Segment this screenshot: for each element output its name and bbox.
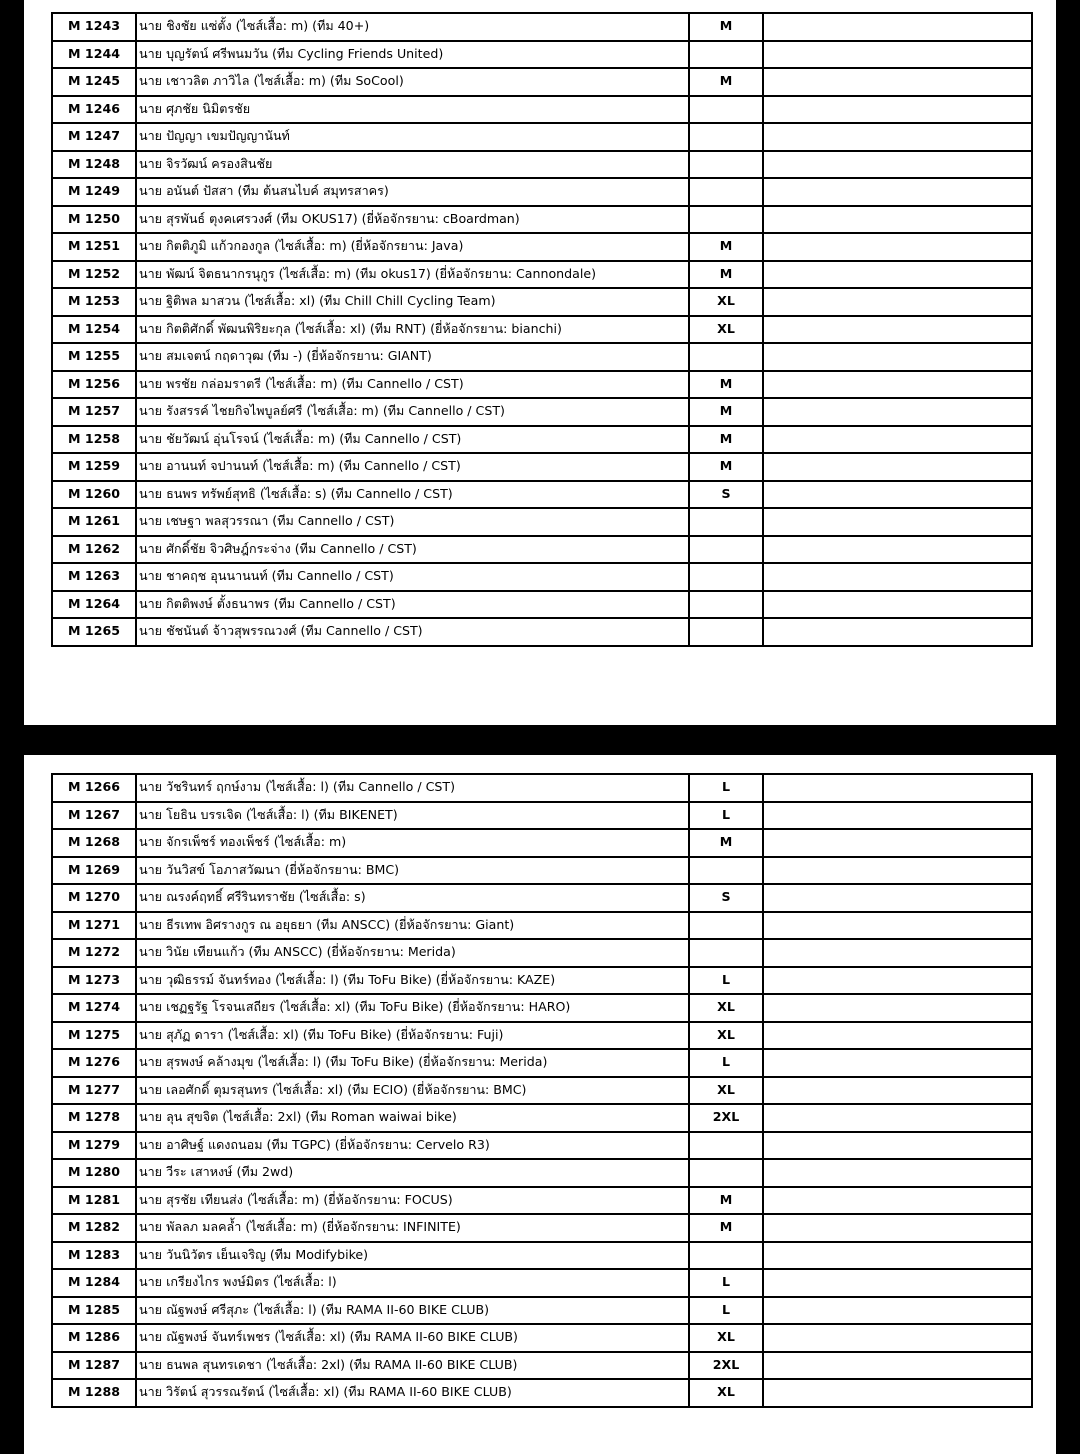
table-row — [52, 1324, 1032, 1352]
table-row — [52, 1269, 1032, 1297]
note-cell — [763, 316, 1032, 344]
table-row — [52, 591, 1032, 619]
rider-name-cell: นาย เชาวลิต ภาวิไล (ไซส์เสื้อ: m) (ทีม SoCool) — [136, 68, 689, 96]
table-row — [52, 1242, 1032, 1270]
note-cell — [763, 536, 1032, 564]
rider-name-cell: นาย ศุภชัย นิมิตรชัย — [136, 96, 689, 124]
note-cell — [763, 1242, 1032, 1270]
shirt-size-cell — [689, 178, 763, 206]
rider-id-cell: M 1260 — [52, 481, 136, 509]
shirt-size-cell: M — [689, 68, 763, 96]
rider-name-cell: นาย กิตติศักดิ์ พัฒนพิริยะกุล (ไซส์เสื้อ: xl) (ทีม RNT) (ยี่ห้อจักรยาน: bianchi) — [136, 316, 689, 344]
shirt-size-cell — [689, 343, 763, 371]
shirt-size-cell: L — [689, 802, 763, 830]
note-cell — [763, 618, 1032, 646]
note-cell — [763, 1022, 1032, 1050]
note-cell — [763, 1077, 1032, 1105]
table-row — [52, 508, 1032, 536]
shirt-size-cell — [689, 912, 763, 940]
table-row — [52, 1187, 1032, 1215]
shirt-size-cell — [689, 536, 763, 564]
table-row — [52, 994, 1032, 1022]
rider-id-cell: M 1281 — [52, 1187, 136, 1215]
rider-name-cell: นาย จิรวัฒน์ ครองสินชัย — [136, 151, 689, 179]
rider-id-cell: M 1285 — [52, 1297, 136, 1325]
note-cell — [763, 453, 1032, 481]
rider-id-cell: M 1256 — [52, 371, 136, 399]
rider-id-cell: M 1258 — [52, 426, 136, 454]
rider-name-cell: นาย สุรพันธ์ ตุงคเศรวงศ์ (ทีม OKUS17) (ยี่ห้อจักรยาน: cBoardman) — [136, 206, 689, 234]
rider-name-cell: นาย กิตติพงษ์ ตั้งธนาพร (ทีม Cannello / CST) — [136, 591, 689, 619]
shirt-size-cell: M — [689, 426, 763, 454]
shirt-size-cell — [689, 151, 763, 179]
table-row — [52, 371, 1032, 399]
note-cell — [763, 426, 1032, 454]
rider-id-cell: M 1269 — [52, 857, 136, 885]
note-cell — [763, 884, 1032, 912]
note-cell — [763, 1352, 1032, 1380]
rider-name-cell: นาย พัลลภ มลคล้ำ (ไซส์เสื้อ: m) (ยี่ห้อจักรยาน: INFINITE) — [136, 1214, 689, 1242]
rider-id-cell: M 1279 — [52, 1132, 136, 1160]
table-row — [52, 1022, 1032, 1050]
rider-name-cell: นาย จักรเพ็ชร์ ทองเพ็ชร์ (ไซส์เสื้อ: m) — [136, 829, 689, 857]
rider-id-cell: M 1267 — [52, 802, 136, 830]
rider-name-cell: นาย สุรชัย เทียนส่ง (ไซส์เสื้อ: m) (ยี่ห้อจักรยาน: FOCUS) — [136, 1187, 689, 1215]
rider-id-cell: M 1265 — [52, 618, 136, 646]
rider-name-cell: นาย วัชรินทร์ ฤกษ์งาม (ไซส์เสื้อ: l) (ทีม Cannello / CST) — [136, 774, 689, 802]
shirt-size-cell — [689, 96, 763, 124]
shirt-size-cell: M — [689, 233, 763, 261]
shirt-size-cell: XL — [689, 316, 763, 344]
rider-id-cell: M 1246 — [52, 96, 136, 124]
shirt-size-cell — [689, 123, 763, 151]
rider-name-cell: นาย วินัย เทียนแก้ว (ทีม ANSCC) (ยี่ห้อจักรยาน: Merida) — [136, 939, 689, 967]
rider-id-cell: M 1275 — [52, 1022, 136, 1050]
rider-name-cell: นาย วุฒิธรรม์ จันทร์ทอง (ไซส์เสื้อ: l) (ทีม ToFu Bike) (ยี่ห้อจักรยาน: KAZE) — [136, 967, 689, 995]
rider-id-cell: M 1250 — [52, 206, 136, 234]
shirt-size-cell: L — [689, 967, 763, 995]
table-row — [52, 802, 1032, 830]
rider-name-cell: นาย ชาคฤช อุนนานนท์ (ทีม Cannello / CST) — [136, 563, 689, 591]
note-cell — [763, 398, 1032, 426]
rider-name-cell: นาย อานนท์ จปานนท์ (ไซส์เสื้อ: m) (ทีม Cannello / CST) — [136, 453, 689, 481]
table-row — [52, 68, 1032, 96]
rider-id-cell: M 1283 — [52, 1242, 136, 1270]
table-row — [52, 967, 1032, 995]
table-row — [52, 1297, 1032, 1325]
rider-name-cell: นาย อาศิษฐ์ แดงถนอม (ทีม TGPC) (ยี่ห้อจักรยาน: Cervelo R3) — [136, 1132, 689, 1160]
table-row — [52, 1379, 1032, 1407]
rider-id-cell: M 1280 — [52, 1159, 136, 1187]
table-row — [52, 939, 1032, 967]
rider-id-cell: M 1261 — [52, 508, 136, 536]
rider-name-cell: นาย กิตติภูมิ แก้วกองกูล (ไซส์เสื้อ: m) (ยี่ห้อจักรยาน: Java) — [136, 233, 689, 261]
note-cell — [763, 123, 1032, 151]
note-cell — [763, 1269, 1032, 1297]
shirt-size-cell: M — [689, 1187, 763, 1215]
shirt-size-cell: 2XL — [689, 1352, 763, 1380]
rider-id-cell: M 1266 — [52, 774, 136, 802]
note-cell — [763, 68, 1032, 96]
note-cell — [763, 371, 1032, 399]
note-cell — [763, 343, 1032, 371]
table-row — [52, 1077, 1032, 1105]
roster-table-2 — [51, 773, 1033, 1408]
rider-name-cell: นาย ณรงค์ฤทธิ์ ศรีรินทราชัย (ไซส์เสื้อ: s) — [136, 884, 689, 912]
note-cell — [763, 1379, 1032, 1407]
rider-id-cell: M 1262 — [52, 536, 136, 564]
note-cell — [763, 1297, 1032, 1325]
rider-name-cell: นาย ปัญญา เขมปัญญานันท์ — [136, 123, 689, 151]
table-row — [52, 857, 1032, 885]
note-cell — [763, 508, 1032, 536]
shirt-size-cell: L — [689, 1297, 763, 1325]
note-cell — [763, 591, 1032, 619]
shirt-size-cell — [689, 618, 763, 646]
note-cell — [763, 1214, 1032, 1242]
rider-name-cell: นาย สุภัฏ ดารา (ไซส์เสื้อ: xl) (ทีม ToFu Bike) (ยี่ห้อจักรยาน: Fuji) — [136, 1022, 689, 1050]
note-cell — [763, 206, 1032, 234]
shirt-size-cell: XL — [689, 1077, 763, 1105]
rider-name-cell: นาย บุญรัตน์ ศรีพนมวัน (ทีม Cycling Friends United) — [136, 41, 689, 69]
rider-name-cell: นาย พัฒน์ จิตธนากรนุกูร (ไซส์เสื้อ: m) (ทีม okus17) (ยี่ห้อจักรยาน: Cannondale) — [136, 261, 689, 289]
table-row — [52, 41, 1032, 69]
note-cell — [763, 967, 1032, 995]
rider-name-cell: นาย ธนพล สุนทรเดชา (ไซส์เสื้อ: 2xl) (ทีม RAMA II-60 BIKE CLUB) — [136, 1352, 689, 1380]
note-cell — [763, 939, 1032, 967]
shirt-size-cell — [689, 1242, 763, 1270]
rider-name-cell: นาย ธนพร ทรัพย์สุทธิ (ไซส์เสื้อ: s) (ทีม Cannello / CST) — [136, 481, 689, 509]
rider-id-cell: M 1273 — [52, 967, 136, 995]
rider-id-cell: M 1243 — [52, 13, 136, 41]
note-cell — [763, 151, 1032, 179]
table-row — [52, 618, 1032, 646]
shirt-size-cell — [689, 591, 763, 619]
rider-id-cell: M 1270 — [52, 884, 136, 912]
rider-id-cell: M 1257 — [52, 398, 136, 426]
shirt-size-cell: M — [689, 371, 763, 399]
rider-id-cell: M 1274 — [52, 994, 136, 1022]
note-cell — [763, 1324, 1032, 1352]
note-cell — [763, 233, 1032, 261]
shirt-size-cell: M — [689, 829, 763, 857]
table-row — [52, 1214, 1032, 1242]
roster-table-body — [52, 13, 1032, 646]
shirt-size-cell: XL — [689, 288, 763, 316]
note-cell — [763, 178, 1032, 206]
rider-id-cell: M 1251 — [52, 233, 136, 261]
shirt-size-cell — [689, 857, 763, 885]
rider-id-cell: M 1248 — [52, 151, 136, 179]
table-row — [52, 206, 1032, 234]
table-row — [52, 563, 1032, 591]
table-row — [52, 1049, 1032, 1077]
shirt-size-cell — [689, 1132, 763, 1160]
table-row — [52, 233, 1032, 261]
rider-name-cell: นาย สุรพงษ์ คล้างมุข (ไซส์เสื้อ: l) (ทีม ToFu Bike) (ยี่ห้อจักรยาน: Merida) — [136, 1049, 689, 1077]
shirt-size-cell: M — [689, 398, 763, 426]
roster-table-1 — [51, 12, 1033, 647]
rider-name-cell: นาย ณัฐพงษ์ ศรีสุภะ (ไซส์เสื้อ: l) (ทีม RAMA II-60 BIKE CLUB) — [136, 1297, 689, 1325]
rider-name-cell: นาย วันนิวัตร เย็นเจริญ (ทีม Modifybike) — [136, 1242, 689, 1270]
document-page-2 — [24, 755, 1056, 1454]
shirt-size-cell — [689, 939, 763, 967]
rider-id-cell: M 1272 — [52, 939, 136, 967]
note-cell — [763, 1132, 1032, 1160]
rider-id-cell: M 1249 — [52, 178, 136, 206]
rider-name-cell: นาย อนันต์ ปัสสา (ทีม ต้นสนไบค์ สมุทรสาคร) — [136, 178, 689, 206]
rider-name-cell: นาย วีระ เสาหงษ์ (ทีม 2wd) — [136, 1159, 689, 1187]
rider-name-cell: นาย วิรัตน์ สุวรรณรัตน์ (ไซส์เสื้อ: xl) (ทีม RAMA II-60 BIKE CLUB) — [136, 1379, 689, 1407]
rider-name-cell: นาย โยธิน บรรเจิด (ไซส์เสื้อ: l) (ทีม BIKENET) — [136, 802, 689, 830]
rider-name-cell: นาย ฐิติพล มาสวน (ไซส์เสื้อ: xl) (ทีม Chill Chill Cycling Team) — [136, 288, 689, 316]
table-row — [52, 178, 1032, 206]
shirt-size-cell: S — [689, 884, 763, 912]
table-row — [52, 426, 1032, 454]
note-cell — [763, 1159, 1032, 1187]
note-cell — [763, 857, 1032, 885]
shirt-size-cell — [689, 1159, 763, 1187]
document-page-1 — [24, 0, 1056, 725]
shirt-size-cell: S — [689, 481, 763, 509]
table-row — [52, 1104, 1032, 1132]
rider-name-cell: นาย ชิงชัย แซ่ตั้ง (ไซส์เสื้อ: m) (ทีม 40+) — [136, 13, 689, 41]
table-row — [52, 96, 1032, 124]
rider-name-cell: นาย เกรียงไกร พงษ์มิตร (ไซส์เสื้อ: l) — [136, 1269, 689, 1297]
rider-id-cell: M 1253 — [52, 288, 136, 316]
rider-id-cell: M 1268 — [52, 829, 136, 857]
note-cell — [763, 912, 1032, 940]
shirt-size-cell: XL — [689, 1324, 763, 1352]
note-cell — [763, 1104, 1032, 1132]
rider-name-cell: นาย พรชัย กล่อมราตรี (ไซส์เสื้อ: m) (ทีม Cannello / CST) — [136, 371, 689, 399]
rider-id-cell: M 1284 — [52, 1269, 136, 1297]
rider-id-cell: M 1252 — [52, 261, 136, 289]
rider-id-cell: M 1277 — [52, 1077, 136, 1105]
rider-id-cell: M 1271 — [52, 912, 136, 940]
note-cell — [763, 481, 1032, 509]
table-row — [52, 151, 1032, 179]
table-row — [52, 884, 1032, 912]
shirt-size-cell: M — [689, 453, 763, 481]
roster-table-body — [52, 774, 1032, 1407]
table-row — [52, 829, 1032, 857]
table-row — [52, 343, 1032, 371]
shirt-size-cell: M — [689, 13, 763, 41]
shirt-size-cell: M — [689, 261, 763, 289]
rider-name-cell: นาย ชัยวัฒน์ อุ่นโรจน์ (ไซส์เสื้อ: m) (ทีม Cannello / CST) — [136, 426, 689, 454]
note-cell — [763, 261, 1032, 289]
rider-name-cell: นาย ลุน สุขจิต (ไซส์เสื้อ: 2xl) (ทีม Roman waiwai bike) — [136, 1104, 689, 1132]
shirt-size-cell: 2XL — [689, 1104, 763, 1132]
shirt-size-cell — [689, 508, 763, 536]
table-row — [52, 123, 1032, 151]
note-cell — [763, 1187, 1032, 1215]
note-cell — [763, 41, 1032, 69]
rider-id-cell: M 1263 — [52, 563, 136, 591]
rider-id-cell: M 1278 — [52, 1104, 136, 1132]
note-cell — [763, 288, 1032, 316]
table-row — [52, 1352, 1032, 1380]
note-cell — [763, 829, 1032, 857]
note-cell — [763, 802, 1032, 830]
rider-id-cell: M 1276 — [52, 1049, 136, 1077]
rider-name-cell: นาย รังสรรค์ ไชยกิจไพบูลย์ศรี (ไซส์เสื้อ: m) (ทีม Cannello / CST) — [136, 398, 689, 426]
table-row — [52, 481, 1032, 509]
shirt-size-cell — [689, 206, 763, 234]
table-row — [52, 288, 1032, 316]
rider-name-cell: นาย เชษฐา พลสุวรรณา (ทีม Cannello / CST) — [136, 508, 689, 536]
rider-name-cell: นาย ศักดิ์ชัย จิวศิษฎ์กระจ่าง (ทีม Cannello / CST) — [136, 536, 689, 564]
rider-id-cell: M 1282 — [52, 1214, 136, 1242]
rider-id-cell: M 1259 — [52, 453, 136, 481]
shirt-size-cell — [689, 41, 763, 69]
shirt-size-cell: L — [689, 1049, 763, 1077]
shirt-size-cell: L — [689, 774, 763, 802]
rider-name-cell: นาย สมเจตน์ กฤดาวุฒ (ทีม -) (ยี่ห้อจักรยาน: GIANT) — [136, 343, 689, 371]
rider-id-cell: M 1287 — [52, 1352, 136, 1380]
table-row — [52, 774, 1032, 802]
table-row — [52, 1159, 1032, 1187]
rider-id-cell: M 1245 — [52, 68, 136, 96]
note-cell — [763, 563, 1032, 591]
table-row — [52, 453, 1032, 481]
rider-name-cell: นาย วันวิสข์ โอภาสวัฒนา (ยี่ห้อจักรยาน: BMC) — [136, 857, 689, 885]
rider-id-cell: M 1254 — [52, 316, 136, 344]
note-cell — [763, 96, 1032, 124]
table-row — [52, 1132, 1032, 1160]
rider-name-cell: นาย เชฏฐรัฐ โรจนเสถียร (ไซส์เสื้อ: xl) (ทีม ToFu Bike) (ยี่ห้อจักรยาน: HARO) — [136, 994, 689, 1022]
rider-name-cell: นาย ธีรเทพ อิศรางกูร ณ อยุธยา (ทีม ANSCC) (ยี่ห้อจักรยาน: Giant) — [136, 912, 689, 940]
table-row — [52, 261, 1032, 289]
shirt-size-cell: XL — [689, 1022, 763, 1050]
rider-id-cell: M 1247 — [52, 123, 136, 151]
note-cell — [763, 994, 1032, 1022]
note-cell — [763, 1049, 1032, 1077]
note-cell — [763, 774, 1032, 802]
shirt-size-cell: M — [689, 1214, 763, 1242]
shirt-size-cell — [689, 563, 763, 591]
rider-id-cell: M 1288 — [52, 1379, 136, 1407]
rider-id-cell: M 1264 — [52, 591, 136, 619]
table-row — [52, 316, 1032, 344]
table-row — [52, 912, 1032, 940]
rider-name-cell: นาย ชัชนันต์ จ้าวสุพรรณวงศ์ (ทีม Cannello / CST) — [136, 618, 689, 646]
rider-name-cell: นาย เลอศักดิ์ ตุมรสุนทร (ไซส์เสื้อ: xl) (ทีม ECIO) (ยี่ห้อจักรยาน: BMC) — [136, 1077, 689, 1105]
rider-id-cell: M 1255 — [52, 343, 136, 371]
table-row — [52, 398, 1032, 426]
rider-id-cell: M 1244 — [52, 41, 136, 69]
rider-name-cell: นาย ณัฐพงษ์ จันทร์เพชร (ไซส์เสื้อ: xl) (ทีม RAMA II-60 BIKE CLUB) — [136, 1324, 689, 1352]
shirt-size-cell: L — [689, 1269, 763, 1297]
table-row — [52, 13, 1032, 41]
note-cell — [763, 13, 1032, 41]
rider-id-cell: M 1286 — [52, 1324, 136, 1352]
shirt-size-cell: XL — [689, 994, 763, 1022]
shirt-size-cell: XL — [689, 1379, 763, 1407]
table-row — [52, 536, 1032, 564]
